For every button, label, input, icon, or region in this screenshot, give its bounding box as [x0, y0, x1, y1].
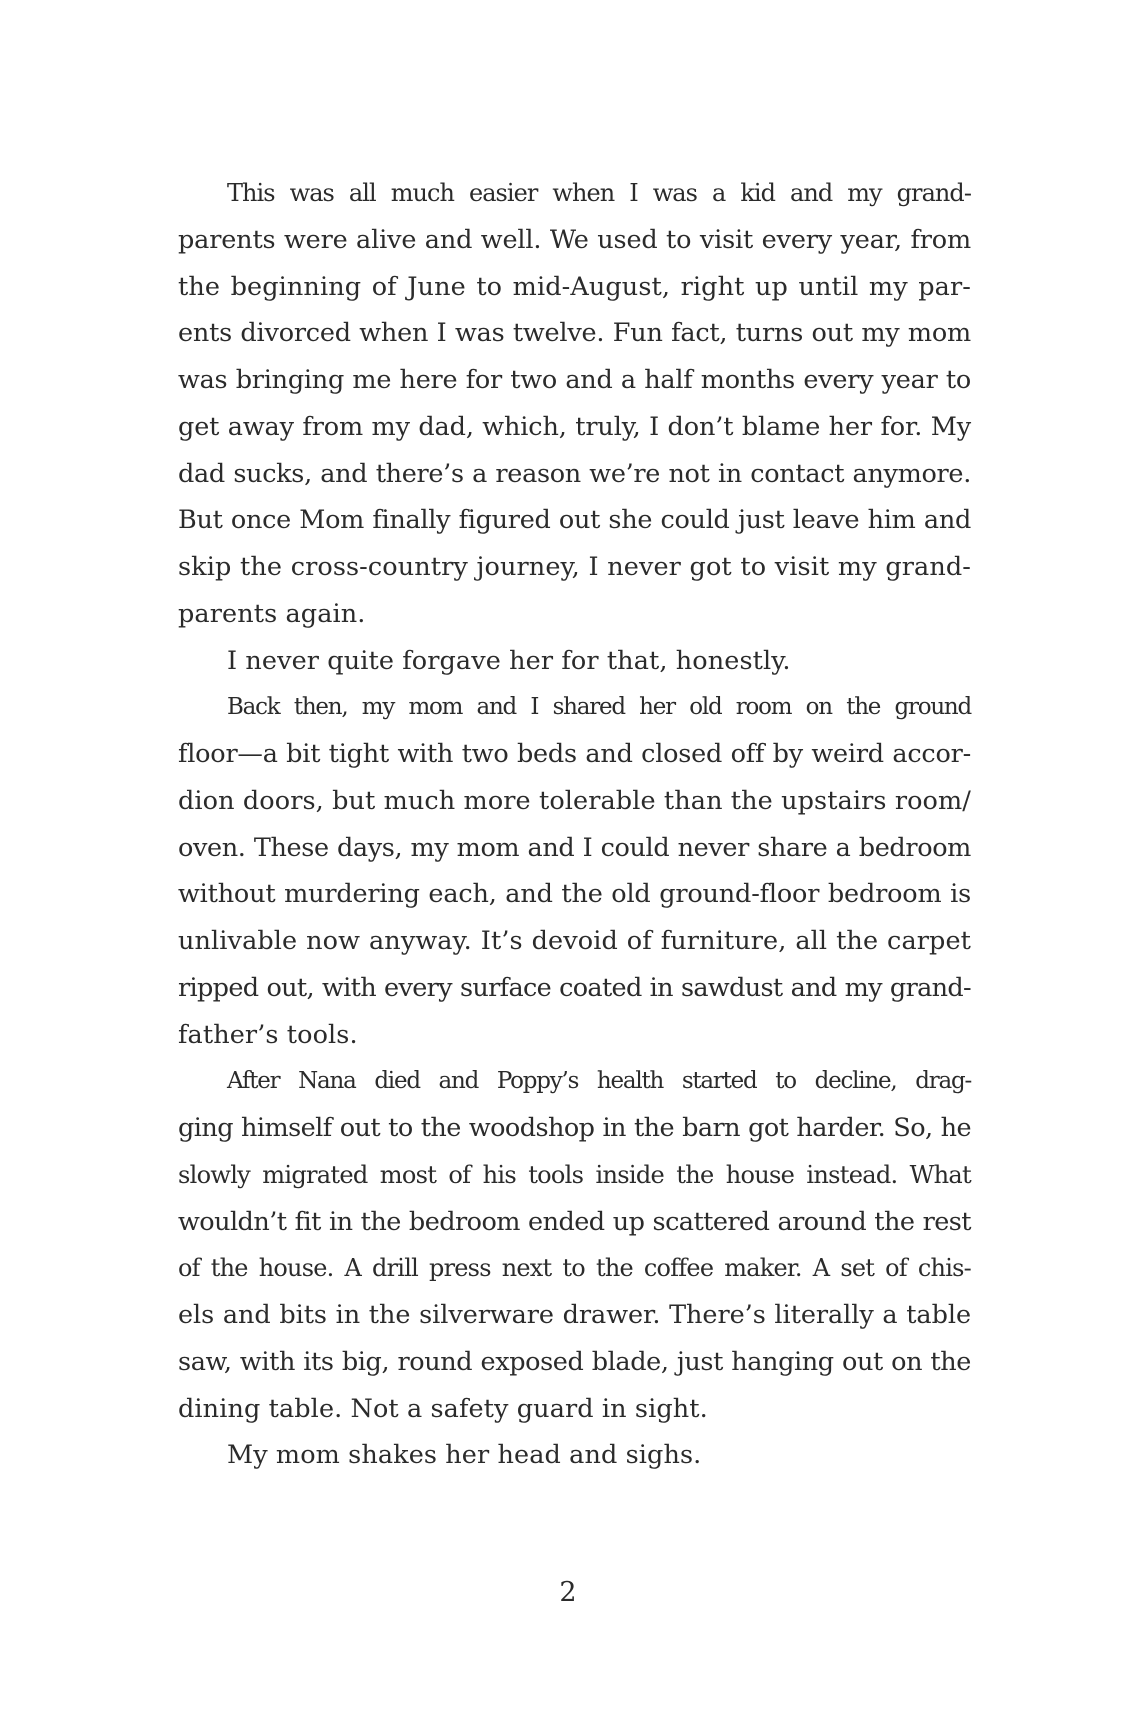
text-line: My mom shakes her head and sighs. [227, 1440, 702, 1471]
text-line: Back then, my mom and I shared her old room on the ground [227, 694, 971, 721]
text-line: slowly migrated most of his tools inside the house instead. What [178, 1160, 971, 1189]
text-line: I never quite forgave her for that, honestly. [227, 645, 791, 676]
paragraph [178, 170, 971, 638]
text-line: unlivable now anyway. It’s devoid of furniture, all the carpet [178, 926, 971, 956]
text-line: oven. These days, my mom and I could never share a bedroom [178, 832, 971, 863]
paragraph [178, 1432, 971, 1479]
text-line: dad sucks, and there’s a reason we’re not in contact anymore. [178, 458, 971, 489]
paragraph [178, 1058, 971, 1432]
text-line: father’s tools. [178, 1019, 358, 1050]
text-line: But once Mom finally figured out she could just leave him and [178, 505, 971, 536]
text-line: els and bits in the silverware drawer. There’s literally a table [178, 1300, 971, 1330]
text-line: wouldn’t fit in the bedroom ended up scattered around the rest [178, 1206, 971, 1237]
text-line: floor—a bit tight with two beds and closed off by weird accor- [178, 739, 971, 769]
text-line: After Nana died and Poppy’s health started to decline, drag- [227, 1068, 971, 1095]
text-line: the beginning of June to mid-August, right up until my par- [178, 271, 971, 302]
text-line: without murdering each, and the old ground-floor bedroom is [178, 879, 971, 910]
text-line: saw, with its big, round exposed blade, just hanging out on the [178, 1346, 971, 1377]
text-line: ripped out, with every surface coated in sawdust and my grand- [178, 972, 971, 1003]
text-line: skip the cross-country journey, I never got to visit my grand- [178, 552, 971, 582]
text-line: dining table. Not a safety guard in sight. [178, 1393, 708, 1424]
text-line: was bringing me here for two and a half months every year to [178, 365, 971, 395]
page-number: 2 [559, 1577, 577, 1608]
text-line: dion doors, but much more tolerable than the upstairs room/ [178, 785, 971, 816]
text-line: ging himself out to the woodshop in the barn got harder. So, he [178, 1113, 971, 1143]
text-line: of the house. A drill press next to the coffee maker. A set of chis- [178, 1254, 971, 1283]
paragraph [178, 638, 971, 685]
text-line: parents were alive and well. We used to visit every year, from [178, 224, 971, 255]
text-line: parents again. [178, 598, 366, 629]
paragraph [178, 684, 971, 1058]
body-text [178, 170, 971, 1479]
text-line: get away from my dad, which, truly, I don’t blame her for. My [178, 411, 971, 442]
text-line: This was all much easier when I was a kid and my grand- [227, 179, 971, 207]
text-line: ents divorced when I was twelve. Fun fact, turns out my mom [178, 318, 971, 349]
